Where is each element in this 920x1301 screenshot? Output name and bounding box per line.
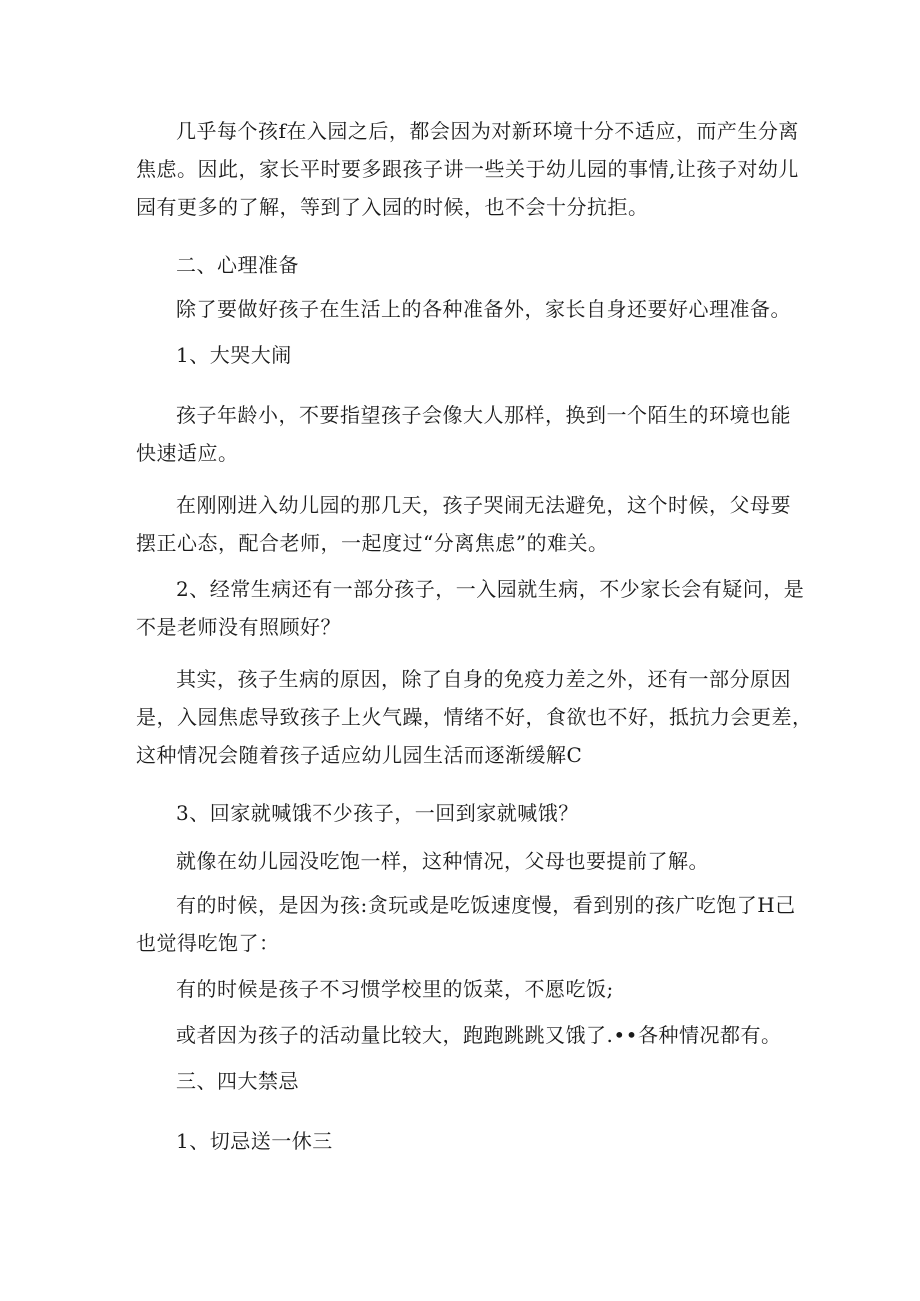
text-line: 或者因为孩子的活动量比较大，跑跑跳跳又饿了.••各种情况都有。 [176,1023,782,1047]
paragraph-intro [136,112,816,226]
subheading-taboo-1 [176,1122,836,1160]
text-line: 这种情况会随着孩子适应幼儿园生活而逐渐缓解C [136,743,583,767]
text-line: 有的时候是孩子不习惯学校里的饭菜，不愿吃饭; [176,977,614,1001]
subheading-crying [176,336,836,374]
text-line: 1、切忌送一休三 [176,1129,333,1153]
paragraph-often-sick [136,570,836,646]
section-heading-taboos [176,1062,836,1100]
text-line: 二、心理准备 [176,253,299,277]
text-line: 就像在幼儿园没吃饱一样，这种情况，父母也要提前了解。 [176,849,709,873]
paragraph-not-full [176,842,836,880]
text-line: 三、四大禁忌 [176,1069,299,1093]
text-line: 3、回家就喊饿不少孩子，一回到家就喊饿？ [176,801,579,825]
text-line: 2、经常生病还有一部分孩子，一入园就生病，不少家长会有疑问，是 [176,577,805,601]
paragraph-activity [176,1016,836,1054]
paragraph-playful [136,886,836,962]
text-line: 园有更多的了解，等到了入园的时候，也不会十分抗拒。 [136,195,649,219]
text-line: 几乎每个孩f在入园之后，都会因为对新环境十分不适应，而产生分离 [176,119,799,143]
paragraph-illness-causes [136,660,836,774]
paragraph-first-days [136,486,836,562]
text-line: 其实，孩子生病的原因，除了自身的免疫力差之外，还有一部分原因 [176,667,791,691]
text-line: 除了要做好孩子在生活上的各种准备外，家长自身还要好心理准备。 [176,297,791,321]
section-heading-psychological-prep [176,246,836,284]
text-line: 1、大哭大闹 [176,343,292,367]
text-line: 有的时候，是因为孩:贪玩或是吃饭速度慢，看到别的孩广吃饱了H己 [176,893,796,917]
paragraph-young-age [136,396,836,472]
text-line: 是，入园焦虑导致孩子上火气躁，情绪不好，食欲也不好，抵抗力会更差， [136,705,813,729]
text-line: 也觉得吃饱了： [136,931,280,955]
paragraph-food-habit [176,970,836,1008]
text-line: 在刚刚进入幼儿园的那几天，孩子哭闹无法避免，这个时候，父母要 [176,493,791,517]
text-line: 摆正心态，配合老师，一起度过“分离焦虑”的难关。 [136,531,609,555]
text-line: 孩子年龄小，不要指望孩子会像大人那样，换到一个陌生的环境也能 [176,403,791,427]
paragraph-parent-prep [176,290,836,328]
text-line: 不是老师没有照顾好？ [136,615,341,639]
text-line: 焦虑。因此，家长平时要多跟孩子讲一些关于幼儿园的事情,让孩子对幼儿 [136,157,799,181]
subheading-hungry [176,794,836,832]
text-line: 快速适应。 [136,441,239,465]
